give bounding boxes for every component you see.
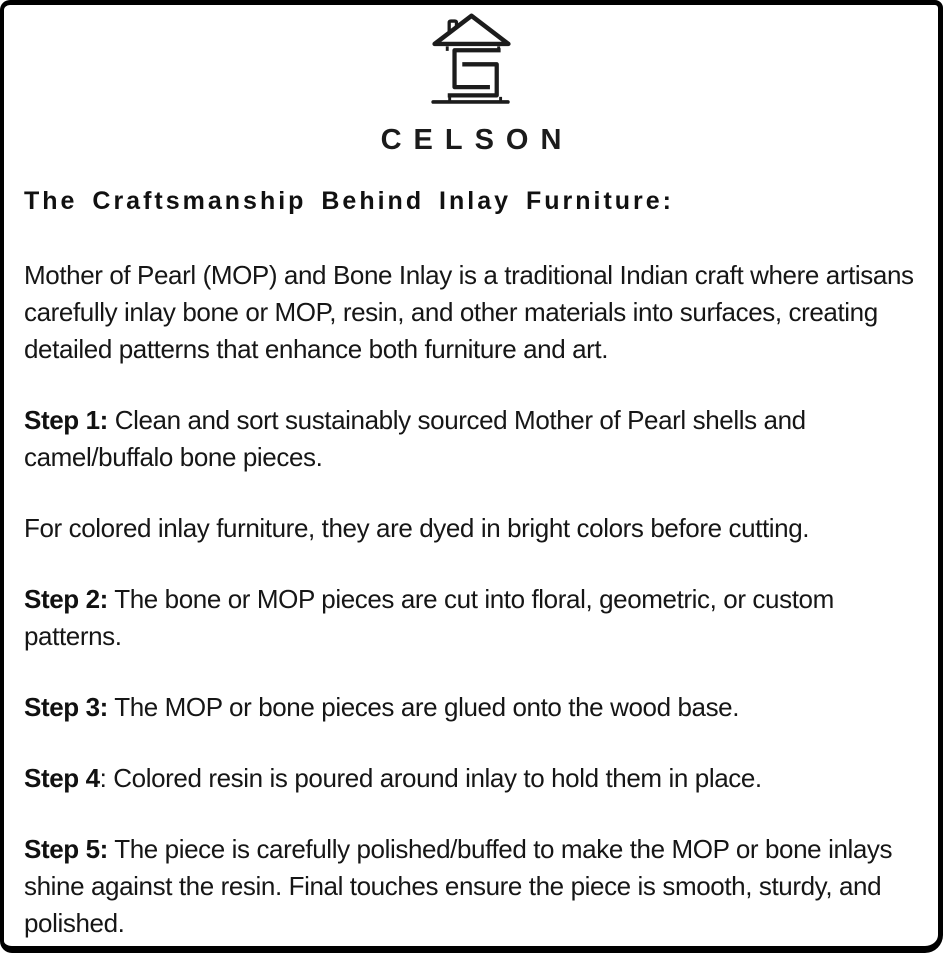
colored-inlay-note: For colored inlay furniture, they are dyed in bright colors before cutting. bbox=[24, 513, 810, 543]
brand-logo bbox=[4, 8, 938, 109]
house-s-monogram-icon bbox=[423, 8, 520, 109]
step-2-paragraph bbox=[4, 581, 938, 655]
step-2-label: Step 2: bbox=[24, 584, 108, 614]
step-5-paragraph bbox=[4, 831, 938, 942]
intro-paragraph: Mother of Pearl (MOP) and Bone Inlay is a traditional Indian craft where artisans carefully inlay bone or MOP, resin, and other materials into surfaces, creating detailed patterns that enhance both furniture and art. bbox=[24, 260, 914, 364]
step-2-text: The bone or MOP pieces are cut into floral, geometric, or custom patterns. bbox=[24, 584, 834, 651]
step-5-text: The piece is carefully polished/buffed to make the MOP or bone inlays shine against the resin. Final touches ensure the piece is smooth, sturdy, and polished. bbox=[24, 834, 893, 938]
step-4-label: Step 4 bbox=[24, 763, 100, 793]
step-3-label: Step 3: bbox=[24, 692, 108, 722]
brand-name: CELSON bbox=[380, 124, 574, 156]
step-3-text: The MOP or bone pieces are glued onto the wood base. bbox=[107, 692, 740, 722]
step-4-text: : Colored resin is poured around inlay to hold them in place. bbox=[99, 763, 762, 793]
step-3-paragraph bbox=[4, 689, 938, 726]
step-5-label: Step 5: bbox=[24, 834, 108, 864]
step-1-text: Clean and sort sustainably sourced Mother of Pearl shells and camel/buffalo bone pieces. bbox=[24, 405, 806, 472]
step-1-label: Step 1: bbox=[24, 405, 108, 435]
page-title: The Craftsmanship Behind Inlay Furniture: bbox=[24, 187, 674, 215]
step-1-paragraph bbox=[4, 402, 938, 476]
step-4-paragraph bbox=[4, 760, 938, 797]
